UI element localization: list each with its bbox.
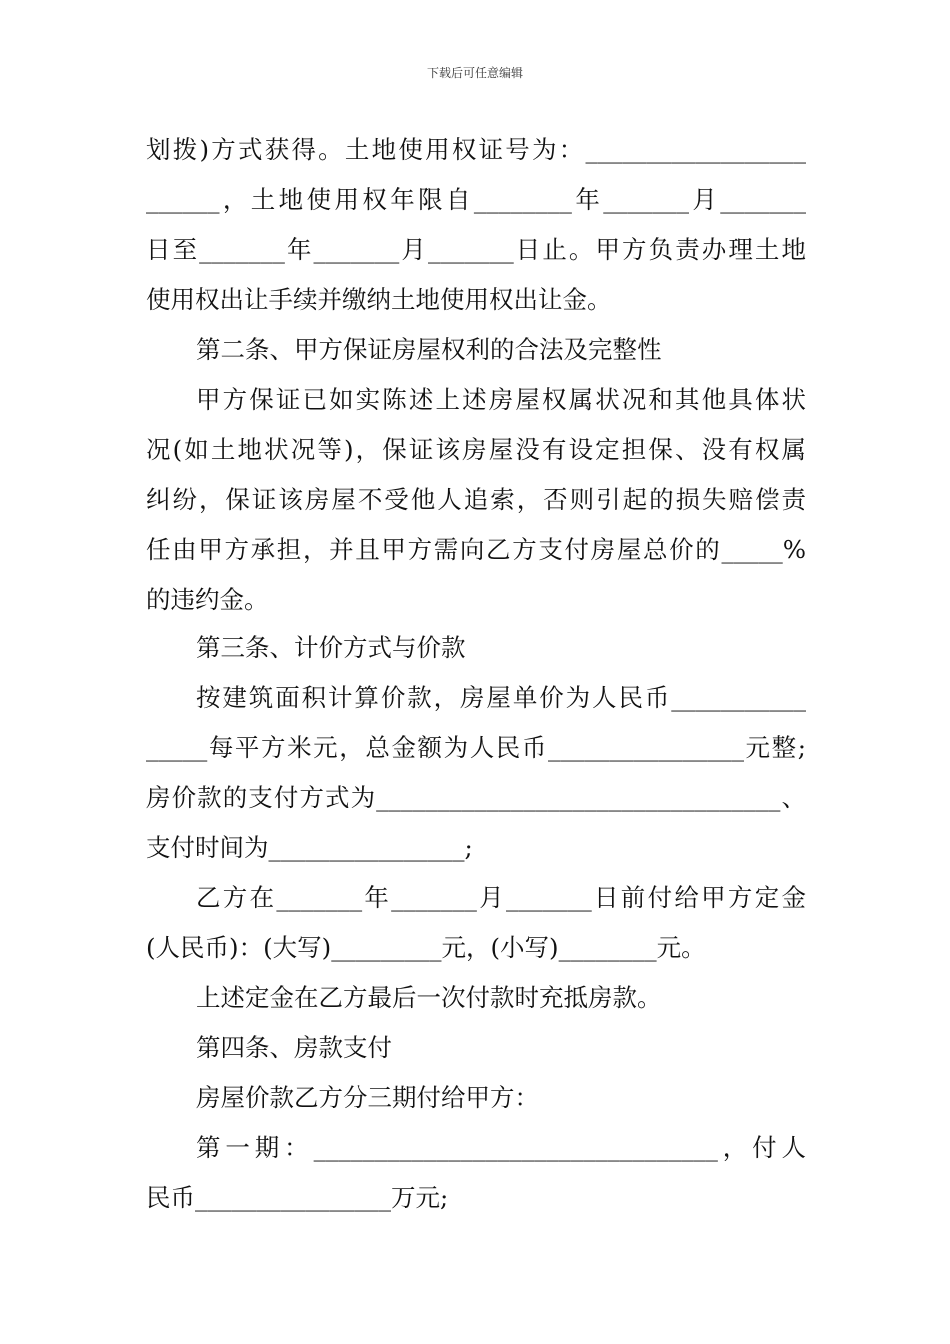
text-line: 的违约金。	[146, 585, 269, 614]
text-line: 上述定金在乙方最后一次付款时充抵房款。	[196, 983, 662, 1012]
text-line: 况(如土地状况等)，保证该房屋没有设定担保、没有权属	[146, 435, 806, 464]
text-line: 支付时间为________________;	[146, 833, 473, 862]
text-line: (人民币)：(大写)_________元，(小写)________元。	[146, 933, 706, 962]
text-line: 房价款的支付方式为_________________________________、	[146, 783, 806, 812]
text-line: 民币________________万元;	[146, 1183, 449, 1212]
text-line: 划拨)方式获得。土地使用权证号为：__________________	[146, 135, 806, 164]
text-line: 房屋价款乙方分三期付给甲方：	[196, 1083, 539, 1112]
page-header-note: 下载后可任意编辑	[426, 66, 523, 80]
text-line: _____每平方米元，总金额为人民币________________元整;	[146, 733, 806, 762]
text-line: 按建筑面积计算价款，房屋单价为人民币___________	[196, 683, 806, 712]
text-line: 第一期：_________________________________，付人	[196, 1133, 806, 1162]
clause-heading: 第二条、甲方保证房屋权利的合法及完整性	[196, 335, 662, 364]
text-line: 任由甲方承担，并且甲方需向乙方支付房屋总价的_____%	[146, 535, 806, 564]
text-line: 使用权出让手续并缴纳土地使用权出让金。	[146, 285, 612, 314]
text-line: 甲方保证已如实陈述上述房屋权属状况和其他具体状	[196, 385, 806, 414]
text-line: 日至_______年_______月_______日止。甲方负责办理土地	[146, 235, 806, 264]
clause-heading: 第三条、计价方式与价款	[196, 633, 466, 662]
clause-heading: 第四条、房款支付	[196, 1033, 392, 1062]
text-line: 纠纷，保证该房屋不受他人追索，否则引起的损失赔偿责	[146, 485, 806, 514]
text-line: ______，土地使用权年限自________年_______月_______	[146, 185, 806, 214]
text-line: 乙方在_______年_______月_______日前付给甲方定金	[196, 883, 806, 912]
